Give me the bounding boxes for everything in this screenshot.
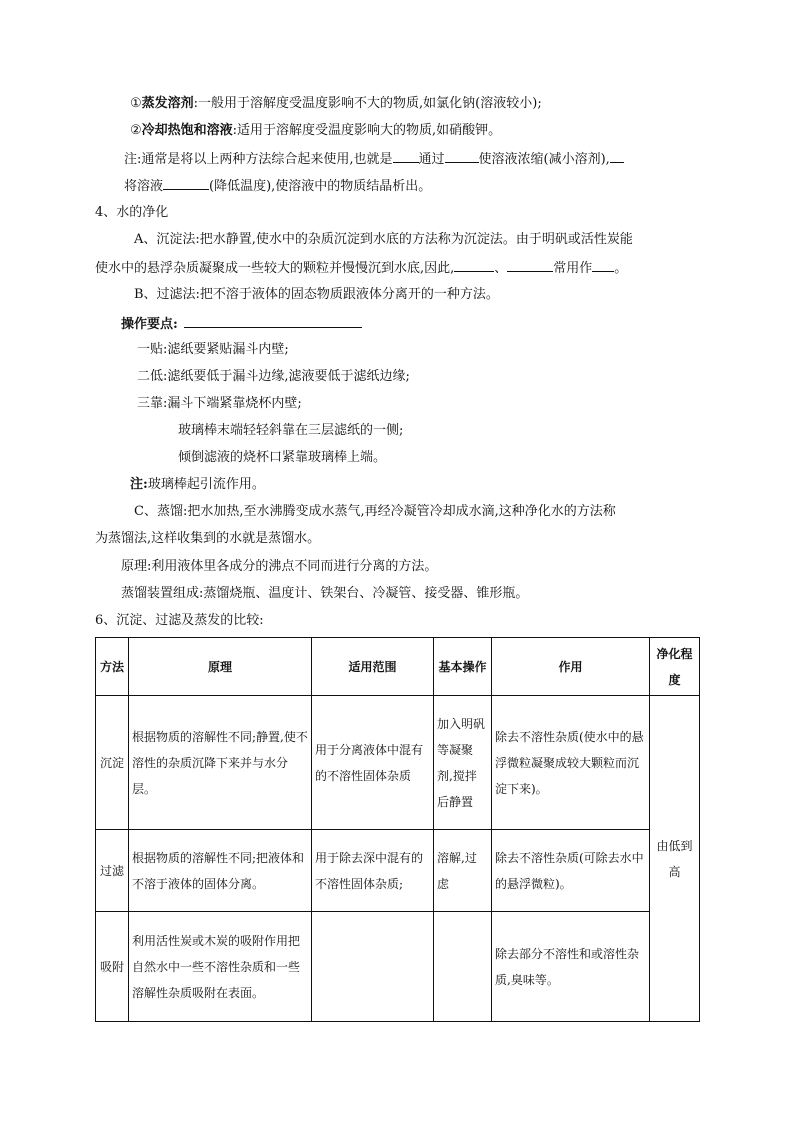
cooling-text: :适用于溶解度受温度影响大的物质,如硝酸钾。 <box>232 123 502 138</box>
evaporation-line <box>130 94 542 114</box>
comparison-table <box>95 637 700 1022</box>
blank[interactable] <box>592 257 614 272</box>
evaporation-text: :一般用于溶解度受温度影响不大的物质,如氯化钠(溶液较小); <box>193 96 542 111</box>
erdi-line: 二低:滤纸要低于漏斗边缘,滤液要低于滤纸边缘; <box>137 369 410 384</box>
effect-cell: 除去部分不溶性和或溶性杂质,臭味等。 <box>492 912 650 1022</box>
operation-cell <box>434 912 492 1022</box>
method-c-line-1: C、蒸馏:把水加热,至水沸腾变成水蒸气,再经冷凝管冷却成水滴,这种净化水的方法称 <box>134 504 616 519</box>
a-text: 常用作 <box>553 261 593 276</box>
note-line-2 <box>124 175 431 197</box>
table-row <box>96 830 700 912</box>
scope-cell <box>312 912 434 1022</box>
principle-cell: 根据物质的溶解性不同;静置,使不溶性的杂质沉降下来并与水分层。 <box>129 696 312 830</box>
scope-cell: 用于除去深中混有的不溶性固体杂质; <box>312 830 434 912</box>
method-a-line-2 <box>95 257 627 279</box>
sankao-line-1: 三靠:漏斗下端紧靠烧杯内壁; <box>137 396 302 411</box>
table-row <box>96 696 700 830</box>
principle-line: 原理:利用液体里各成分的沸点不同而进行分离的方法。 <box>121 559 438 574</box>
note-text: 玻璃棒起引流作用。 <box>147 477 265 492</box>
header-cell: 净化程度 <box>650 638 700 696</box>
effect-cell: 除去不溶性杂质(使水中的悬浮微粒凝聚成较大颗粒而沉淀下来)。 <box>492 696 650 830</box>
note-text: 将溶液 <box>124 179 164 194</box>
method-c-line-2: 为蒸馏法,这样收集到的水就是蒸馏水。 <box>95 531 321 546</box>
note-text: 使溶液浓缩(减小溶剂), <box>478 152 610 167</box>
method-b-line: B、过滤法:把不溶于液体的固态物质跟液体分离开的一种方法。 <box>134 287 499 302</box>
yitie-line: 一贴:滤纸要紧贴漏斗内壁; <box>137 342 289 357</box>
operation-cell: 加入明矾等凝聚剂,搅拌后静置 <box>434 696 492 830</box>
section-4-heading: 4、水的净化 <box>95 205 169 220</box>
header-cell: 适用范围 <box>312 638 434 696</box>
blank[interactable] <box>454 257 494 272</box>
table-header-row <box>96 638 700 696</box>
header-cell: 作用 <box>492 638 650 696</box>
term-cooling: 冷却热饱和溶液 <box>141 123 233 138</box>
blank[interactable] <box>445 148 479 163</box>
note-text: 通过 <box>418 152 445 167</box>
operation-key-label: 操作要点: <box>121 317 178 332</box>
note-line-1 <box>124 148 624 170</box>
sankao-line-3: 倾倒滤液的烧杯口紧靠玻璃棒上端。 <box>178 450 387 465</box>
principle-cell: 根据物质的溶解性不同;把液体和不溶于液体的固体分离。 <box>129 830 312 912</box>
apparatus-line: 蒸馏装置组成:蒸馏烧瓶、温度计、铁架台、冷凝管、接受器、锥形瓶。 <box>121 586 529 601</box>
cooling-line <box>130 121 501 141</box>
sankao-line-2: 玻璃棒末端轻轻斜靠在三层滤纸的一侧; <box>178 423 404 438</box>
blank[interactable] <box>393 148 419 163</box>
a-text: 使水中的悬浮杂质凝聚成一些较大的颗粒并慢慢沉到水底,因此, <box>95 261 455 276</box>
note-label: 注: <box>130 477 148 492</box>
note-text: 注:通常是将以上两种方法综合起来使用,也就是 <box>124 152 393 167</box>
circle-number: ② <box>130 123 142 138</box>
section-6-heading: 6、沉淀、过滤及蒸发的比较: <box>95 613 264 628</box>
blank[interactable] <box>610 148 624 163</box>
header-cell: 原理 <box>129 638 312 696</box>
method-a-line-1: A、沉淀法:把水静置,使水中的杂质沉淀到水底的方法称为沉淀法。由于明矾或活性炭能 <box>134 232 633 247</box>
method-cell: 沉淀 <box>96 696 129 830</box>
a-text: 。 <box>614 261 628 276</box>
a-text: 、 <box>494 261 508 276</box>
method-cell: 过滤 <box>96 830 129 912</box>
blank[interactable] <box>184 313 362 328</box>
circle-number: ① <box>130 96 142 111</box>
header-cell: 基本操作 <box>434 638 492 696</box>
header-cell: 方法 <box>96 638 129 696</box>
table-row <box>96 912 700 1022</box>
scope-cell: 用于分离液体中混有的不溶性固体杂质 <box>312 696 434 830</box>
method-cell: 吸附 <box>96 912 129 1022</box>
purification-degree-cell: 由低到高 <box>650 696 700 1022</box>
note-text: (降低温度),使溶液中的物质结晶析出。 <box>209 179 432 194</box>
blank[interactable] <box>507 257 553 272</box>
blank[interactable] <box>163 175 209 190</box>
principle-cell: 利用活性炭或木炭的吸附作用把自然水中一些不溶性杂质和一些溶解性杂质吸附在表面。 <box>129 912 312 1022</box>
effect-cell: 除去不溶性杂质(可除去水中的悬浮微粒)。 <box>492 830 650 912</box>
term-evaporation: 蒸发溶剂 <box>141 96 194 111</box>
operation-cell: 溶解,过虑 <box>434 830 492 912</box>
operation-key-line <box>121 313 362 335</box>
note-line-3 <box>130 475 265 495</box>
